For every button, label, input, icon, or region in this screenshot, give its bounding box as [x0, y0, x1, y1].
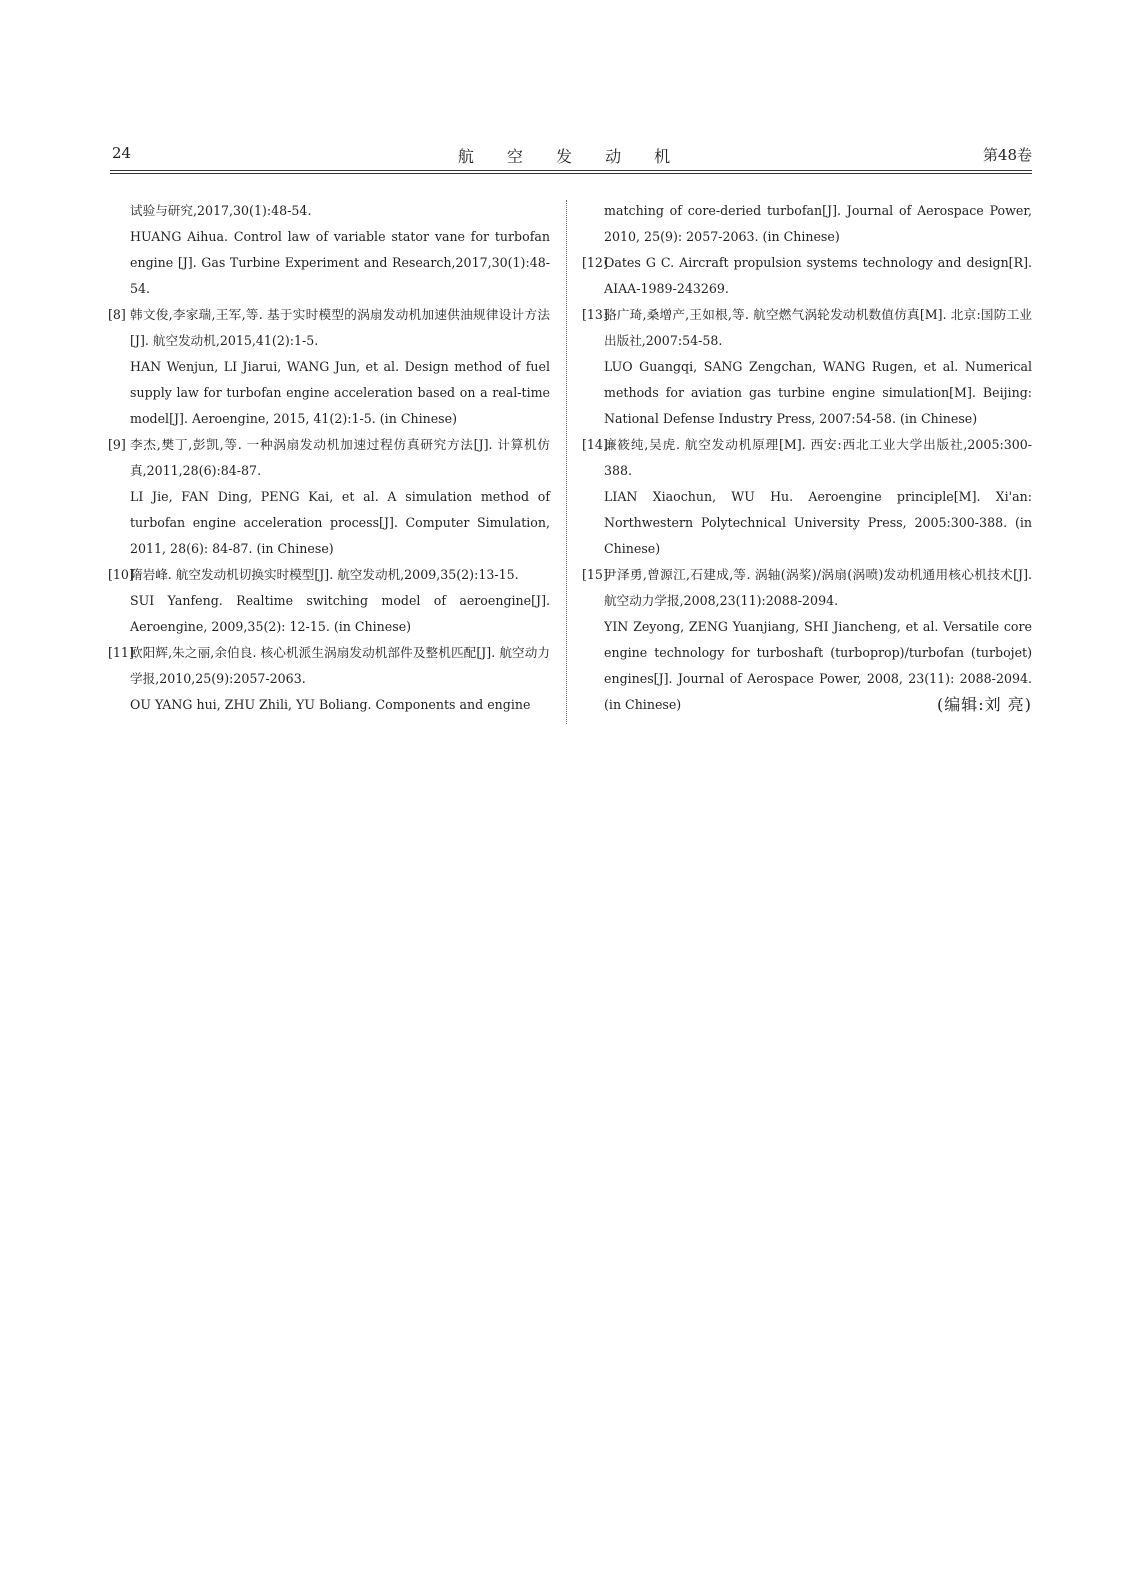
page-number: 24: [112, 144, 132, 162]
reference-zh: 欧阳辉,朱之丽,余伯良. 核心机派生涡扇发动机部件及整机匹配[J]. 航空动力学报,2010,25(9):2057-2063.: [130, 645, 550, 686]
reference-zh: 廉筱纯,吴虎. 航空发动机原理[M]. 西安:西北工业大学出版社,2005:300-388.: [604, 437, 1032, 478]
reference-continuation: [108, 198, 550, 302]
reference-item-11: [108, 640, 550, 718]
header-rule-top: [110, 170, 1032, 171]
reference-number: [11]: [108, 645, 134, 660]
reference-item-8: [108, 302, 550, 432]
volume-label: 第48卷: [982, 146, 1032, 164]
reference-number: [15]: [582, 567, 608, 582]
reference-en: HUANG Aihua. Control law of variable stator vane for turbofan engine [J]. Gas Turbine Experiment and Research,2017,30(1):48-54.: [130, 229, 550, 296]
reference-number: [13]: [582, 307, 608, 322]
journal-title: 航 空 发 动 机: [457, 147, 685, 166]
reference-text: Oates G C. Aircraft propulsion systems technology and design[R]. AIAA-1989-243269.: [604, 255, 1032, 296]
reference-en: matching of core-deried turbofan[J]. Journal of Aerospace Power, 2010, 25(9): 2057-2063. (in Chinese): [604, 203, 1032, 244]
reference-number: [8]: [108, 307, 126, 322]
reference-zh: 试验与研究,2017,30(1):48-54.: [130, 203, 312, 218]
column-divider: [566, 200, 567, 724]
references-left-column: [108, 198, 550, 718]
reference-item-12: [582, 250, 1032, 302]
reference-number: [12]: [582, 255, 608, 270]
reference-en: LI Jie, FAN Ding, PENG Kai, et al. A simulation method of turbofan engine acceleration process[J]. Computer Simulation, 2011, 28(6): 84-87. (in Chinese): [130, 489, 550, 556]
reference-continuation: [582, 198, 1032, 250]
reference-en: LUO Guangqi, SANG Zengchan, WANG Rugen, et al. Numerical methods for aviation gas turbine engine simulation[M]. Beijing: National Defense Industry Press, 2007:54-58. (in Chinese): [604, 359, 1032, 426]
reference-zh: 尹泽勇,曾源江,石建成,等. 涡轴(涡桨)/涡扇(涡喷)发动机通用核心机技术[J]. 航空动力学报,2008,23(11):2088-2094.: [604, 567, 1032, 608]
reference-en: OU YANG hui, ZHU Zhili, YU Boliang. Components and engine: [130, 697, 531, 712]
reference-zh: 隋岩峰. 航空发动机切换实时模型[J]. 航空发动机,2009,35(2):13-15.: [130, 567, 519, 582]
reference-number: [10]: [108, 567, 134, 582]
references-right-column: [582, 198, 1032, 718]
reference-item-9: [108, 432, 550, 562]
reference-en: SUI Yanfeng. Realtime switching model of aeroengine[J]. Aeroengine, 2009,35(2): 12-15. (in Chinese): [130, 593, 550, 634]
reference-zh: 韩文俊,李家瑞,王军,等. 基于实时模型的涡扇发动机加速供油规律设计方法[J]. 航空发动机,2015,41(2):1-5.: [130, 307, 550, 348]
reference-item-10: [108, 562, 550, 640]
reference-en: LIAN Xiaochun, WU Hu. Aeroengine principle[M]. Xi'an: Northwestern Polytechnical University Press, 2005:300-388. (in Chinese): [604, 489, 1032, 556]
reference-number: [9]: [108, 437, 126, 452]
reference-zh: 骆广琦,桑增产,王如根,等. 航空燃气涡轮发动机数值仿真[M]. 北京:国防工业出版社,2007:54-58.: [604, 307, 1032, 348]
header-rule-bottom: [110, 173, 1032, 174]
reference-zh: 李杰,樊丁,彭凯,等. 一种涡扇发动机加速过程仿真研究方法[J]. 计算机仿真,2011,28(6):84-87.: [130, 437, 550, 478]
reference-en: YIN Zeyong, ZENG Yuanjiang, SHI Jiancheng, et al. Versatile core engine technology for turboshaft (turboprop)/turbofan (turbojet) engines[J]. Journal of Aerospace Power, 2008, 23(11): 2088-2094. (in Chinese): [604, 619, 1032, 712]
reference-item-13: [582, 302, 1032, 432]
editor-credit: (编辑:刘 亮): [937, 695, 1032, 714]
reference-number: [14]: [582, 437, 608, 452]
reference-en: HAN Wenjun, LI Jiarui, WANG Jun, et al. Design method of fuel supply law for turbofan engine acceleration based on a real-time model[J]. Aeroengine, 2015, 41(2):1-5. (in Chinese): [130, 359, 550, 426]
reference-item-14: [582, 432, 1032, 562]
